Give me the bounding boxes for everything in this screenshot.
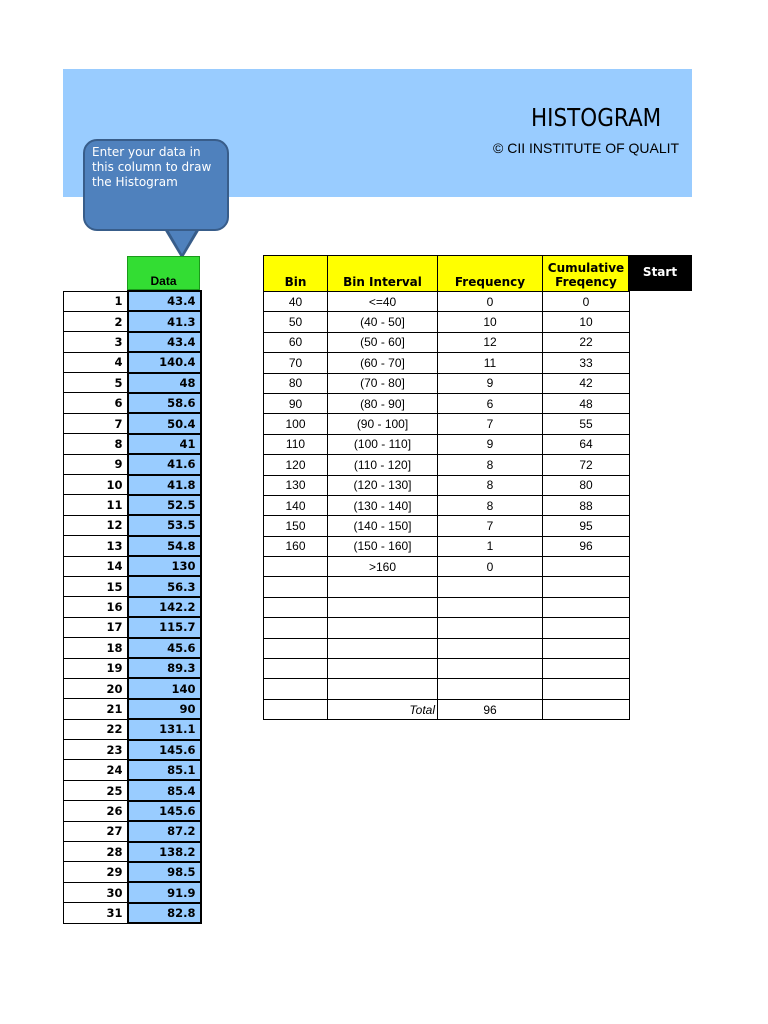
bin-cell: 110 <box>264 434 328 454</box>
cumulative-cell: 72 <box>543 455 630 475</box>
row-index: 6 <box>64 393 128 413</box>
data-value-cell[interactable]: 85.1 <box>128 760 201 780</box>
row-index: 13 <box>64 536 128 556</box>
bin-interval-cell <box>328 618 438 638</box>
data-row <box>64 658 201 678</box>
bin-interval-cell <box>328 577 438 597</box>
cumulative-cell <box>543 679 630 699</box>
data-value-cell[interactable]: 87.2 <box>128 821 201 841</box>
data-row <box>64 740 201 760</box>
bin-cell: 80 <box>264 373 328 393</box>
cumulative-cell: 95 <box>543 516 630 536</box>
bin-interval-cell: (80 - 90] <box>328 393 438 413</box>
data-value-cell[interactable]: 140 <box>128 678 201 698</box>
bin-cell <box>264 659 328 679</box>
row-index: 25 <box>64 780 128 800</box>
row-index: 14 <box>64 556 128 576</box>
frequency-row <box>264 312 630 332</box>
bin-cell <box>264 679 328 699</box>
bin-interval-cell: (90 - 100] <box>328 414 438 434</box>
frequency-row <box>264 618 630 638</box>
frequency-row <box>264 332 630 352</box>
data-column-header: Data <box>127 256 200 290</box>
data-value-cell[interactable]: 98.5 <box>128 862 201 882</box>
data-row <box>64 454 201 474</box>
data-row <box>64 311 201 331</box>
frequency-cell: 6 <box>438 393 543 413</box>
start-button[interactable]: Start <box>628 255 692 291</box>
bin-cell <box>264 557 328 577</box>
row-index: 22 <box>64 719 128 739</box>
frequency-cell: 9 <box>438 373 543 393</box>
callout-tail-fill <box>167 228 197 254</box>
row-index: 9 <box>64 454 128 474</box>
data-value-cell[interactable]: 52.5 <box>128 495 201 515</box>
cumulative-cell: 64 <box>543 434 630 454</box>
data-row <box>64 801 201 821</box>
data-row <box>64 576 201 596</box>
row-index: 19 <box>64 658 128 678</box>
cumulative-cell: 22 <box>543 332 630 352</box>
row-index: 23 <box>64 740 128 760</box>
row-index: 1 <box>64 291 128 311</box>
cumulative-cell: 0 <box>543 292 630 312</box>
cumulative-cell: 80 <box>543 475 630 495</box>
data-row <box>64 882 201 902</box>
bin-interval-cell: (130 - 140] <box>328 495 438 515</box>
row-index: 8 <box>64 434 128 454</box>
data-value-cell[interactable]: 56.3 <box>128 576 201 596</box>
row-index: 3 <box>64 332 128 352</box>
row-index: 5 <box>64 373 128 393</box>
bin-interval-cell <box>328 597 438 617</box>
row-index: 29 <box>64 862 128 882</box>
data-row <box>64 719 201 739</box>
bin-interval-cell <box>328 638 438 658</box>
frequency-row <box>264 516 630 536</box>
bin-interval-cell <box>328 659 438 679</box>
data-row <box>64 291 201 311</box>
bin-cell <box>264 577 328 597</box>
data-value-cell[interactable]: 54.8 <box>128 536 201 556</box>
row-index: 17 <box>64 617 128 637</box>
frequency-cell <box>438 597 543 617</box>
bin-interval-cell: >160 <box>328 557 438 577</box>
data-value-cell[interactable]: 91.9 <box>128 882 201 902</box>
data-value-cell[interactable]: 43.4 <box>128 332 201 352</box>
cumulative-frequency-header <box>543 256 630 292</box>
row-index: 16 <box>64 597 128 617</box>
frequency-row <box>264 353 630 373</box>
data-table <box>63 290 202 924</box>
data-row <box>64 495 201 515</box>
bin-cell: 70 <box>264 353 328 373</box>
cumulative-cell <box>543 659 630 679</box>
frequency-cell <box>438 638 543 658</box>
copyright-text: © CII INSTITUTE OF QUALIT <box>493 140 680 156</box>
row-index: 24 <box>64 760 128 780</box>
frequency-row <box>264 557 630 577</box>
bin-interval-cell: (70 - 80] <box>328 373 438 393</box>
row-index: 31 <box>64 903 128 923</box>
data-value-cell[interactable]: 45.6 <box>128 638 201 658</box>
data-value-cell[interactable]: 41.3 <box>128 311 201 331</box>
cumulative-cell <box>543 557 630 577</box>
total-empty-cell <box>264 699 328 719</box>
data-row <box>64 903 201 923</box>
frequency-cell <box>438 577 543 597</box>
data-row <box>64 699 201 719</box>
frequency-row <box>264 373 630 393</box>
page-title: HISTOGRAM <box>531 103 662 132</box>
data-row <box>64 862 201 882</box>
frequency-cell: 7 <box>438 414 543 434</box>
instruction-callout <box>83 139 229 231</box>
data-value-cell[interactable]: 115.7 <box>128 617 201 637</box>
bin-interval-cell: (150 - 160] <box>328 536 438 556</box>
data-row <box>64 556 201 576</box>
row-index: 4 <box>64 352 128 372</box>
frequency-cell: 9 <box>438 434 543 454</box>
row-index: 15 <box>64 576 128 596</box>
bin-cell <box>264 597 328 617</box>
total-empty-cell <box>543 699 630 719</box>
bin-interval-cell: (100 - 110] <box>328 434 438 454</box>
callout-text: Enter your data in this column to draw the Histogram <box>92 145 212 189</box>
frequency-cell: 10 <box>438 312 543 332</box>
bin-interval-cell <box>328 679 438 699</box>
bin-cell <box>264 638 328 658</box>
bin-cell: 130 <box>264 475 328 495</box>
data-value-cell[interactable]: 145.6 <box>128 801 201 821</box>
data-value-cell[interactable]: 41.6 <box>128 454 201 474</box>
frequency-row <box>264 577 630 597</box>
cumulative-header-line1: Cumulative <box>547 261 625 275</box>
data-row <box>64 536 201 556</box>
bin-cell: 90 <box>264 393 328 413</box>
frequency-row <box>264 393 630 413</box>
row-index: 18 <box>64 638 128 658</box>
row-index: 20 <box>64 678 128 698</box>
data-value-cell[interactable]: 142.2 <box>128 597 201 617</box>
bin-cell <box>264 618 328 638</box>
bin-cell: 140 <box>264 495 328 515</box>
frequency-row <box>264 292 630 312</box>
bin-cell: 150 <box>264 516 328 536</box>
data-row <box>64 475 201 495</box>
row-index: 27 <box>64 821 128 841</box>
data-value-cell[interactable]: 145.6 <box>128 740 201 760</box>
cumulative-cell: 96 <box>543 536 630 556</box>
data-row <box>64 617 201 637</box>
data-value-cell[interactable]: 48 <box>128 373 201 393</box>
bin-cell: 40 <box>264 292 328 312</box>
bin-cell: 50 <box>264 312 328 332</box>
frequency-row <box>264 475 630 495</box>
bin-cell: 100 <box>264 414 328 434</box>
data-value-cell[interactable]: 130 <box>128 556 201 576</box>
bin-interval-cell: (120 - 130] <box>328 475 438 495</box>
data-row <box>64 760 201 780</box>
data-row <box>64 332 201 352</box>
bin-interval-header: Bin Interval <box>328 256 438 292</box>
row-index: 10 <box>64 475 128 495</box>
data-value-cell[interactable]: 50.4 <box>128 413 201 433</box>
frequency-cell: 8 <box>438 495 543 515</box>
frequency-cell: 1 <box>438 536 543 556</box>
data-value-cell[interactable]: 138.2 <box>128 842 201 862</box>
frequency-row <box>264 455 630 475</box>
row-index: 12 <box>64 515 128 535</box>
frequency-cell: 0 <box>438 292 543 312</box>
data-row <box>64 821 201 841</box>
frequency-header: Frequency <box>438 256 543 292</box>
total-row <box>264 699 630 719</box>
bin-cell: 60 <box>264 332 328 352</box>
total-label: Total <box>328 699 438 719</box>
cumulative-cell: 33 <box>543 353 630 373</box>
frequency-cell <box>438 679 543 699</box>
frequency-cell <box>438 659 543 679</box>
data-value-cell[interactable]: 89.3 <box>128 658 201 678</box>
frequency-row <box>264 414 630 434</box>
bin-interval-cell: (60 - 70] <box>328 353 438 373</box>
cumulative-cell: 48 <box>543 393 630 413</box>
data-value-cell[interactable]: 90 <box>128 699 201 719</box>
bin-interval-cell: (40 - 50] <box>328 312 438 332</box>
frequency-table-header <box>264 256 630 292</box>
row-index: 28 <box>64 842 128 862</box>
frequency-cell: 7 <box>438 516 543 536</box>
frequency-cell: 8 <box>438 475 543 495</box>
row-index: 30 <box>64 882 128 902</box>
data-row <box>64 842 201 862</box>
frequency-cell: 12 <box>438 332 543 352</box>
row-index: 11 <box>64 495 128 515</box>
data-value-cell[interactable]: 41.8 <box>128 475 201 495</box>
frequency-table <box>263 255 630 720</box>
data-value-cell[interactable]: 140.4 <box>128 352 201 372</box>
cumulative-cell <box>543 597 630 617</box>
cumulative-cell <box>543 618 630 638</box>
data-value-cell[interactable]: 85.4 <box>128 780 201 800</box>
frequency-cell: 8 <box>438 455 543 475</box>
row-index: 7 <box>64 413 128 433</box>
data-value-cell[interactable]: 131.1 <box>128 719 201 739</box>
data-row <box>64 434 201 454</box>
frequency-cell: 11 <box>438 353 543 373</box>
data-value-cell[interactable]: 82.8 <box>128 903 201 923</box>
frequency-cell <box>438 618 543 638</box>
frequency-row <box>264 434 630 454</box>
data-value-cell[interactable]: 43.4 <box>128 291 201 311</box>
data-row <box>64 597 201 617</box>
frequency-row <box>264 679 630 699</box>
cumulative-cell: 10 <box>543 312 630 332</box>
bin-interval-cell: (50 - 60] <box>328 332 438 352</box>
cumulative-cell: 42 <box>543 373 630 393</box>
data-row <box>64 393 201 413</box>
bin-interval-cell: (110 - 120] <box>328 455 438 475</box>
row-index: 2 <box>64 311 128 331</box>
data-row <box>64 413 201 433</box>
data-value-cell[interactable]: 41 <box>128 434 201 454</box>
data-value-cell[interactable]: 58.6 <box>128 393 201 413</box>
total-value: 96 <box>438 699 543 719</box>
data-row <box>64 638 201 658</box>
bin-cell: 120 <box>264 455 328 475</box>
cumulative-header-line2: Freqency <box>555 275 617 289</box>
bin-cell: 160 <box>264 536 328 556</box>
row-index: 21 <box>64 699 128 719</box>
bin-interval-cell: <=40 <box>328 292 438 312</box>
bin-interval-cell: (140 - 150] <box>328 516 438 536</box>
frequency-cell: 0 <box>438 557 543 577</box>
data-row <box>64 780 201 800</box>
frequency-row <box>264 638 630 658</box>
data-value-cell[interactable]: 53.5 <box>128 515 201 535</box>
bin-header: Bin <box>264 256 328 292</box>
data-row <box>64 678 201 698</box>
data-row <box>64 352 201 372</box>
row-index: 26 <box>64 801 128 821</box>
cumulative-cell <box>543 638 630 658</box>
data-row <box>64 373 201 393</box>
cumulative-cell: 88 <box>543 495 630 515</box>
frequency-row <box>264 536 630 556</box>
frequency-row <box>264 597 630 617</box>
frequency-row <box>264 495 630 515</box>
cumulative-cell: 55 <box>543 414 630 434</box>
cumulative-cell <box>543 577 630 597</box>
frequency-row <box>264 659 630 679</box>
data-row <box>64 515 201 535</box>
